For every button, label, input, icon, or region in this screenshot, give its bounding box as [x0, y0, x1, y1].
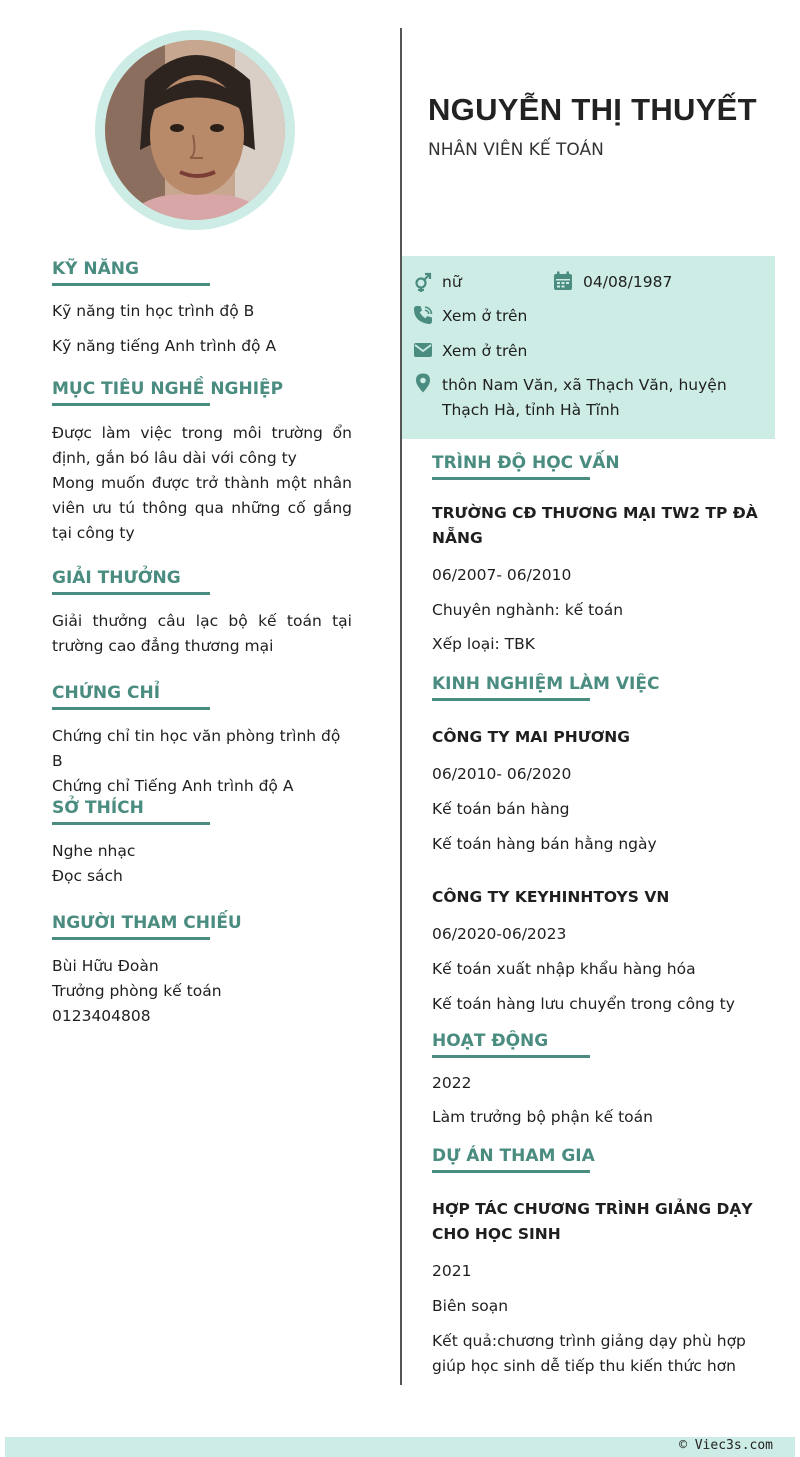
objective-text-2: Mong muốn được trở thành một nhân viên ưu tú thông qua những cố gắng tại công ty: [52, 474, 352, 542]
column-divider: [400, 28, 402, 1385]
skills-title: KỸ NĂNG: [52, 258, 210, 286]
hobbies-section: [52, 797, 352, 889]
education-major: Chuyên nghành: kế toán: [432, 601, 624, 619]
contact-gender: nữ: [442, 273, 462, 291]
job-duty: Kế toán bán hàng: [432, 800, 570, 818]
job-duty: Kế toán hàng lưu chuyển trong công ty: [432, 995, 735, 1013]
hobby-item: Đọc sách: [52, 867, 123, 885]
certificate-item: Chứng chỉ Tiếng Anh trình độ A: [52, 777, 294, 795]
reference-item: Trưởng phòng kế toán: [52, 982, 222, 1000]
job-company: CÔNG TY KEYHINHTOYS VN: [432, 888, 670, 906]
project-result: Kết quả:chương trình giảng dạy phù hợp giúp học sinh dễ tiếp thu kiến thức hơn: [432, 1332, 746, 1375]
hobbies-title: SỞ THÍCH: [52, 797, 210, 825]
calendar-icon: [553, 271, 573, 291]
job-period: 06/2020-06/2023: [432, 925, 567, 943]
references-section: [52, 912, 352, 1029]
reference-item: Bùi Hữu Đoàn: [52, 957, 159, 975]
skills-section: [52, 258, 352, 359]
avatar-frame: [95, 30, 295, 230]
education-section: [432, 452, 762, 657]
skill-item: Kỹ năng tin học trình độ B: [52, 302, 255, 320]
references-title: NGƯỜI THAM CHIẾU: [52, 912, 210, 940]
experience-title: KINH NGHIỆM LÀM VIỆC: [432, 673, 590, 701]
candidate-role: NHÂN VIÊN KẾ TOÁN: [428, 140, 604, 160]
avatar-photo-icon: [105, 40, 285, 220]
job-period: 06/2010- 06/2020: [432, 765, 572, 783]
skill-item: Kỹ năng tiếng Anh trình độ A: [52, 337, 277, 355]
reference-item: 0123404808: [52, 1007, 151, 1025]
activities-title: HOẠT ĐỘNG: [432, 1030, 590, 1058]
awards-text: Giải thưởng câu lạc bộ kế toán tại trường cao đẳng thương mại: [52, 612, 352, 655]
objective-section: [52, 378, 352, 546]
avatar: [105, 40, 285, 220]
activity-year: 2022: [432, 1074, 472, 1092]
education-school: TRƯỜNG CĐ THƯƠNG MẠI TW2 TP ĐÀ NẴNG: [432, 504, 758, 547]
objective-title: MỤC TIÊU NGHỀ NGHIỆP: [52, 378, 210, 406]
awards-title: GIẢI THƯỞNG: [52, 567, 210, 595]
contact-box: [402, 256, 775, 439]
contact-address-line2: Thạch Hà, tỉnh Hà Tĩnh: [442, 401, 620, 419]
location-pin-icon: [413, 373, 433, 393]
awards-section: [52, 567, 352, 659]
contact-email: Xem ở trên: [442, 342, 528, 360]
project-name: HỢP TÁC CHƯƠNG TRÌNH GIẢNG DẠY CHO HỌC SINH: [432, 1200, 753, 1243]
footer-bar: [5, 1437, 795, 1457]
projects-section: [432, 1145, 762, 1379]
footer-credit: © Viec3s.com: [679, 1438, 773, 1453]
certificates-title: CHỨNG CHỈ: [52, 682, 210, 710]
objective-text-1: Được làm việc trong môi trường ổn định, gắn bó lâu dài với công ty: [52, 424, 352, 467]
gender-icon: [413, 272, 433, 292]
email-icon: [413, 340, 433, 360]
certificate-item: Chứng chỉ tin học văn phòng trình độ B: [52, 727, 341, 770]
contact-birthday: 04/08/1987: [583, 273, 673, 291]
projects-title: DỰ ÁN THAM GIA: [432, 1145, 590, 1173]
education-period: 06/2007- 06/2010: [432, 566, 572, 584]
project-year: 2021: [432, 1262, 472, 1280]
hobby-item: Nghe nhạc: [52, 842, 136, 860]
education-title: TRÌNH ĐỘ HỌC VẤN: [432, 452, 590, 480]
contact-address-line1: thôn Nam Văn, xã Thạch Văn, huyện: [442, 376, 727, 394]
education-grade: Xếp loại: TBK: [432, 635, 535, 653]
phone-icon: [413, 305, 433, 325]
contact-phone: Xem ở trên: [442, 307, 528, 325]
job-duty: Kế toán xuất nhập khẩu hàng hóa: [432, 960, 696, 978]
experience-section: [432, 673, 762, 1017]
project-role: Biên soạn: [432, 1297, 509, 1315]
job-company: CÔNG TY MAI PHƯƠNG: [432, 728, 630, 746]
activity-text: Làm trưởng bộ phận kế toán: [432, 1108, 653, 1126]
candidate-name: NGUYỄN THỊ THUYẾT: [428, 92, 757, 127]
activities-section: [432, 1030, 762, 1130]
certificates-section: [52, 682, 352, 799]
job-duty: Kế toán hàng bán hằng ngày: [432, 835, 657, 853]
